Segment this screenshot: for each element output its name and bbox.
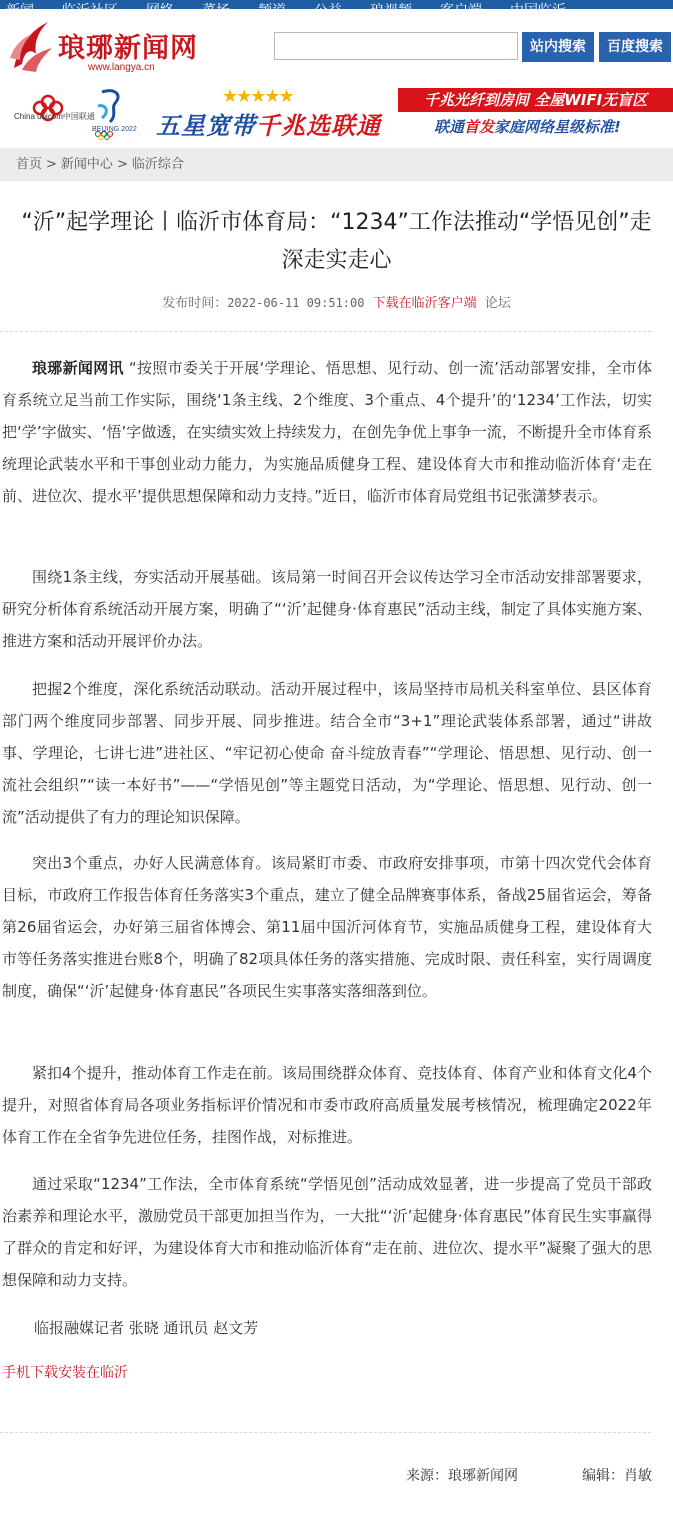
published-time: 2022-06-11 09:51:00: [227, 296, 365, 310]
download-app-link[interactable]: 下载在临沂客户端: [372, 296, 477, 311]
divider: [0, 331, 651, 332]
article-source: 来源：琅琊新闻网: [406, 1468, 518, 1484]
forum-link[interactable]: 论坛: [484, 296, 511, 311]
phoenix-logo-icon: [8, 18, 56, 76]
unicom-label: China unicom中国联通: [14, 112, 95, 121]
lead-source: 琅琊新闻网讯: [32, 359, 124, 377]
banner-slogan: [156, 106, 381, 141]
breadcrumb-home[interactable]: 首页: [16, 157, 43, 172]
breadcrumb-section[interactable]: 临沂综合: [131, 157, 184, 172]
top-nav: [0, 0, 673, 19]
breadcrumb: [0, 148, 673, 181]
site-search-button[interactable]: 站内搜索: [522, 32, 594, 62]
article-title: “沂”起学理论丨临沂市体育局：“1234”工作法推动“学悟见创”走深走实走心: [21, 210, 652, 273]
logo-text: 琅琊新闻网: [58, 33, 198, 64]
reporter-byline: 临报融媒记者 张晓 通讯员 赵文芳: [34, 1319, 259, 1337]
article-paragraph: 通过采取“1234”工作法，全市体育系统“学悟见创”活动成效显著，进一步提高了党员干部政治素养和理论水平，激励党员干部更加担当作为，一大批“‘沂’起健身·体育惠民”体育民生实事赢得了群众的肯定和好评，为建设体育大市和推动临沂体育“走在前、进位次、提水平”凝聚了强大的思想保障和动力支持。: [2, 1175, 652, 1289]
paragraph-text: “按照市委关于开展‘学理论、悟思想、见行动、创一流’活动部署安排，全市体育系统立足当前工作实际，围绕‘1条主线、2个维度、3个重点、4个提升’的‘1234’工作法，切实把‘学’字做实、‘悟’字做透，在实绩实效上持续发力，在创先争优上事争一流，不断提升全市体育系统理论武装水平和干事创业动力能力，为实施品质健身工程、建设体育大市和推动临沂体育‘走在前、进位次、提水平’提供思想保障和动力支持。”近日，临沂市体育局党组书记张潇梦表示。: [2, 359, 652, 505]
top-nav-item[interactable]: 中国临沂: [510, 3, 566, 19]
five-stars-icon: ★★★★★: [222, 86, 293, 107]
search-input[interactable]: [274, 32, 518, 60]
article-paragraph: 紧扣4个提升，推动体育工作走在前。该局围绕群众体育、竞技体育、体育产业和体育文化4个提升，对照省体育局各项业务指标评价情况和市委市政府高质量发展考核情况，梳理确定2022年体育工作在全省争先进位任务，挂图作战，对标推进。: [2, 1064, 652, 1146]
article-paragraph: 突出3个重点，办好人民满意体育。该局紧盯市委、市政府安排事项，市第十四次党代会体育目标，市政府工作报告体育任务落实3个重点，建立了健全品牌赛事体系，备战25届省运会，筹备第26届省运会，办好第三届省体博会、第11届中国沂河体育节，实施品质健身工程，建设体育大市等任务落实推进台账8个，明确了82项具体任务的落实措施、完成时限、责任科室，实行周调度制度，确保“‘沂’起健身·体育惠民”各项民生实事落实落细落到位。: [2, 854, 652, 1000]
top-nav-item[interactable]: 客户端: [440, 3, 482, 19]
article-paragraph: 把握2个维度，深化系统活动联动。活动开展过程中，该局坚持市局机关科室单位、县区体育部门两个维度同步部署、同步开展、同步推进。结合全市“3+1”理论武装体系部署，通过“讲故事、学理论，七讲七进”进社区、“牢记初心使命 奋斗绽放青春”“学理论、悟思想、见行动、创一流社会组织”“读一本好书”——“学悟见创”等主题党日活动，为“学理论、悟思想、见行动、创一流”活动提供了有力的理论知识保障。: [2, 680, 652, 826]
article-editor: 编辑：肖敏: [582, 1468, 652, 1484]
article-meta: [0, 292, 673, 311]
top-nav-item[interactable]: 网络: [146, 3, 174, 19]
divider: [0, 1432, 651, 1433]
top-nav-item[interactable]: 频道: [258, 3, 286, 19]
top-nav-item[interactable]: 新闻: [6, 3, 34, 19]
ad-banner[interactable]: [0, 84, 673, 142]
breadcrumb-news[interactable]: 新闻中心: [60, 157, 113, 172]
logo-url: www.langya.cn: [88, 62, 155, 73]
mobile-app-download-link[interactable]: 手机下载安装在临沂: [2, 1365, 128, 1381]
article-paragraph: [2, 352, 652, 512]
beijing-label: BEIJING 2022: [92, 126, 137, 133]
top-nav-item[interactable]: 菜场: [202, 3, 230, 19]
top-nav-item[interactable]: 公益: [314, 3, 342, 19]
ad-headline: 千兆光纤到房间 全屋WIFI无盲区: [398, 88, 673, 112]
top-nav-item[interactable]: 临沂社区: [62, 3, 118, 19]
slogan-part-b: 千兆选联通: [256, 112, 381, 140]
ad-sub-c: 家庭网络星级标准!: [494, 118, 621, 136]
ad-subline: [434, 116, 621, 137]
article-paragraph: 围绕1条主线，夯实活动开展基础。该局第一时间召开会议传达学习全市活动安排部署要求，研究分析体育系统活动开展方案，明确了“‘沂’起健身·体育惠民”活动主线，制定了具体实施方案、推进方案和活动开展评价办法。: [2, 568, 652, 650]
slogan-part-a: 五星宽带: [156, 112, 256, 140]
top-nav-item[interactable]: 琅视频: [370, 3, 412, 19]
published-label: 发布时间：: [162, 296, 228, 311]
baidu-search-button[interactable]: 百度搜索: [599, 32, 671, 62]
breadcrumb-separator: >: [46, 157, 57, 172]
ad-sub-b: 首发: [464, 118, 495, 136]
ad-sub-a: 联通: [434, 118, 465, 136]
site-logo[interactable]: [8, 18, 198, 76]
breadcrumb-separator: >: [116, 157, 128, 172]
